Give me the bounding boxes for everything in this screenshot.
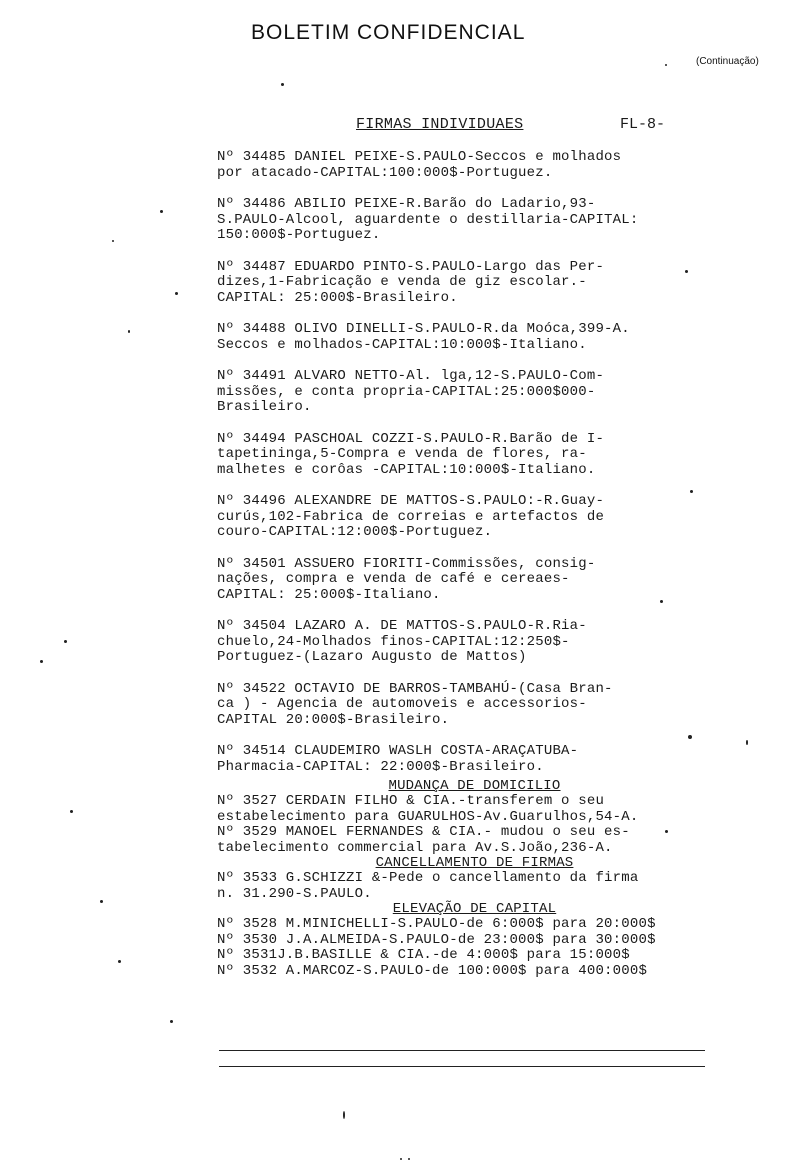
mudanca-heading: MUDANÇA DE DOMICILIO [388, 778, 561, 794]
elevacao-item-3532: Nº 3532 A.MARCOZ-S.PAULO-de 100:000$ para 400:000$ [217, 962, 648, 979]
scan-speck [170, 1020, 173, 1023]
scan-speck [408, 1158, 410, 1160]
scan-speck [118, 960, 121, 963]
scan-speck [160, 210, 163, 213]
scan-speck [100, 900, 103, 903]
entry-34485: Nº 34485 DANIEL PEIXE-S.PAULO-Seccos e molhados por atacado-CAPITAL:100:000$-Portuguez. [217, 149, 622, 181]
scan-speck [64, 640, 67, 643]
entry-34496: Nº 34496 ALEXANDRE DE MATTOS-S.PAULO:-R.Guay- curús,102-Fabrica de correias e artefactos de couro-CAPITAL:12:000$-Portuguez. [217, 493, 605, 540]
document-title: BOLETIM CONFIDENCIAL [251, 21, 526, 44]
continuation-note: (Continuação) [696, 56, 759, 67]
scan-speck [688, 735, 692, 739]
entry-34514: Nº 34514 CLAUDEMIRO WASLH COSTA-ARAÇATUBA- Pharmacia-CAPITAL: 22:000$-Brasileiro. [217, 743, 579, 775]
scan-speck [665, 830, 668, 833]
entry-34486: Nº 34486 ABILIO PEIXE-R.Barão do Ladario,93- S.PAULO-Alcool, aguardente o destillaria-CAPITAL: 150:000$-Portuguez. [217, 196, 639, 243]
scan-speck [690, 490, 693, 493]
mudanca-item-3527: Nº 3527 CERDAIN FILHO & CIA.-transferem o seu estabelecimento para GUARULHOS-Av.Guarulhos,54-A. [217, 793, 639, 825]
scan-speck [400, 1158, 402, 1160]
entry-34488: Nº 34488 OLIVO DINELLI-S.PAULO-R.da Moóca,399-A. Seccos e molhados-CAPITAL:10:000$-Italiano. [217, 321, 630, 353]
entry-34491: Nº 34491 ALVARO NETTO-Al. lga,12-S.PAULO-Com- missões, e conta propria-CAPITAL:25:000$000- Brasileiro. [217, 368, 605, 415]
entry-34494: Nº 34494 PASCHOAL COZZI-S.PAULO-R.Barão de I- tapetininga,5-Compra e venda de flores, ra- malhetes e corôas -CAPITAL:10:000$-Italiano. [217, 430, 605, 478]
entry-34487: Nº 34487 EDUARDO PINTO-S.PAULO-Largo das Per- dizes,1-Fabricação e venda de giz escolar.- CAPITAL: 25:000$-Brasileiro. [217, 258, 605, 306]
scan-speck [685, 270, 688, 273]
elevacao-item-3530: Nº 3530 J.A.ALMEIDA-S.PAULO-de 23:000$ para 30:000$ [217, 931, 656, 948]
elevacao-heading: ELEVAÇÃO DE CAPITAL [392, 901, 557, 917]
divider-line [219, 1050, 705, 1051]
scan-speck [660, 600, 663, 603]
scan-speck [343, 1111, 345, 1119]
folio-number: FL-8- [620, 116, 666, 133]
scan-speck [665, 64, 667, 66]
entries-list [217, 150, 692, 979]
scan-speck [746, 740, 748, 745]
entry-34504: Nº 34504 LAZARO A. DE MATTOS-S.PAULO-R.Ria- chuelo,24-Molhados finos-CAPITAL:12:250$- Portuguez-(Lazaro Augusto de Mattos) [217, 618, 587, 665]
cancellamento-heading: CANCELLAMENTO DE FIRMAS [375, 855, 574, 871]
section-title: FIRMAS INDIVIDUAES [356, 116, 524, 133]
mudanca-item-3529: Nº 3529 MANOEL FERNANDES & CIA.- mudou o seu es- tabelecimento commercial para Av.S.João,236-A. [217, 824, 630, 856]
entry-34501: Nº 34501 ASSUERO FIORITI-Commissões, consig- nações, compra e venda de café e cereaes- CAPITAL: 25:000$-Italiano. [217, 555, 596, 603]
cancellamento-item-3533: Nº 3533 G.SCHIZZI &-Pede o cancellamento da firma n. 31.290-S.PAULO. [217, 870, 639, 902]
scan-speck [70, 810, 73, 813]
scan-speck [175, 292, 178, 295]
scan-speck [281, 83, 284, 86]
scan-speck [128, 330, 130, 333]
scan-speck [40, 660, 43, 663]
elevacao-item-3531: Nº 3531J.B.BASILLE & CIA.-de 4:000$ para 15:000$ [217, 947, 630, 963]
scan-speck [112, 240, 114, 242]
divider-line [219, 1066, 705, 1067]
elevacao-item-3528: Nº 3528 M.MINICHELLI-S.PAULO-de 6:000$ para 20:000$ [217, 916, 656, 932]
entry-34522: Nº 34522 OCTAVIO DE BARROS-TAMBAHÚ-(Casa Bran- ca ) - Agencia de automoveis e accessorios- CAPITAL 20:000$-Brasileiro. [217, 680, 613, 728]
